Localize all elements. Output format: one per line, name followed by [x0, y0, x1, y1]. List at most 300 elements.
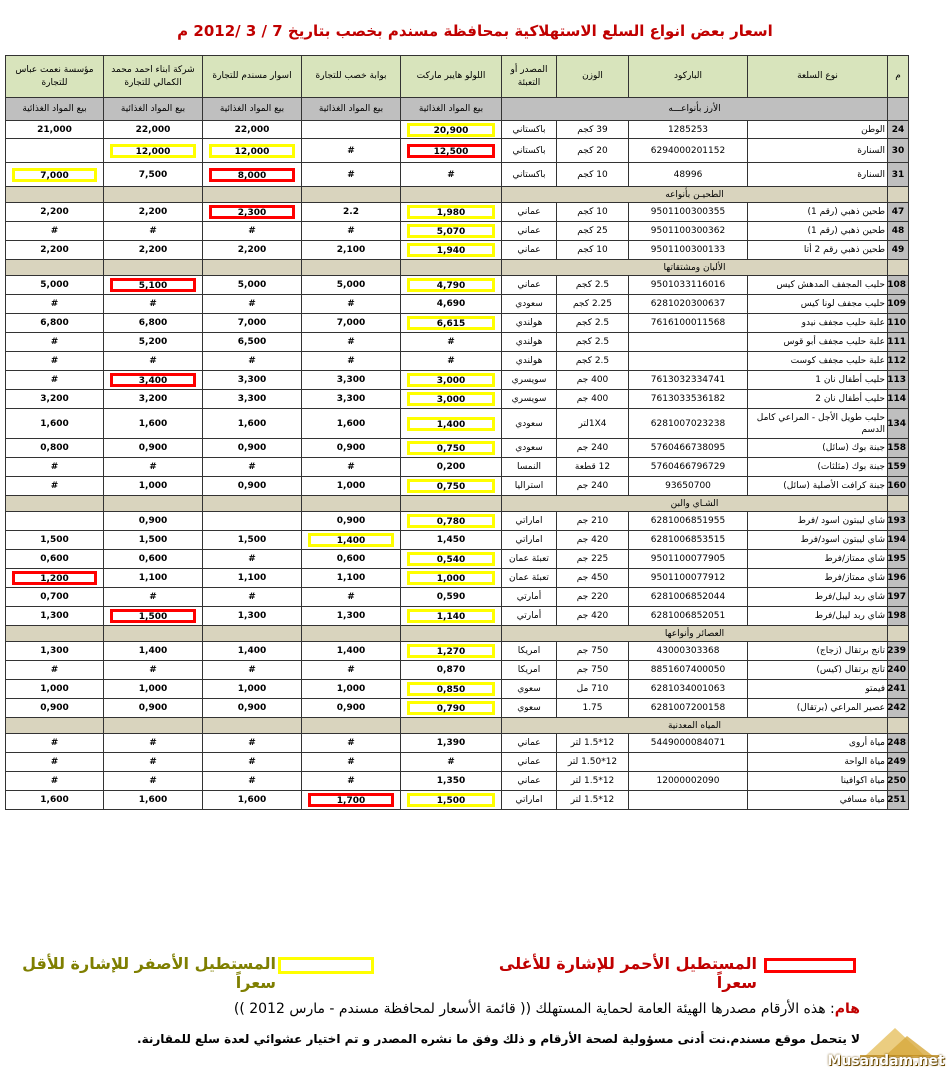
price-kamali: #: [104, 352, 203, 371]
price-nemat-abbas: 3,200: [6, 390, 104, 409]
barcode-cell: 6294000201152: [629, 139, 748, 163]
barcode-cell: 5449000084071: [629, 734, 748, 753]
price-nemat-abbas: 1,300: [6, 642, 104, 661]
table-row: [6, 661, 909, 680]
category-blank: [302, 718, 401, 734]
origin-cell: هولندي: [502, 333, 557, 352]
price-kamali: #: [104, 772, 203, 791]
origin-cell: أمارتي: [502, 607, 557, 626]
price-bawabat-khasab: [302, 121, 401, 139]
barcode-cell: 9501100077912: [629, 569, 748, 588]
price-lulu: [401, 241, 502, 260]
weight-cell: 12*1.5 لتر: [557, 791, 629, 810]
barcode-cell: 6281020300637: [629, 295, 748, 314]
weight-cell: 1X4لتر: [557, 409, 629, 439]
lowest-price-highlight: 1,140: [407, 609, 495, 623]
price-bawabat-khasab: #: [302, 588, 401, 607]
origin-cell: باكستاني: [502, 163, 557, 187]
price-bawabat-khasab: 0,900: [302, 439, 401, 458]
header-store-lulu: اللولو هايبر ماركت: [401, 56, 502, 98]
price-aswar-musandam: #: [203, 458, 302, 477]
table-row: [6, 163, 909, 187]
category-blank: [104, 718, 203, 734]
price-bawabat-khasab: #: [302, 352, 401, 371]
weight-cell: 750 جم: [557, 661, 629, 680]
price-aswar-musandam: #: [203, 661, 302, 680]
price-bawabat-khasab: 1,600: [302, 409, 401, 439]
price-lulu: [401, 409, 502, 439]
price-bawabat-khasab: #: [302, 772, 401, 791]
lowest-price-highlight: 0,790: [407, 701, 495, 715]
row-number: 198: [888, 607, 909, 626]
price-kamali: [104, 139, 203, 163]
category-blank: [302, 187, 401, 203]
price-lulu: 0,200: [401, 458, 502, 477]
price-lulu: 1,450: [401, 531, 502, 550]
price-bawabat-khasab: 3,300: [302, 371, 401, 390]
weight-cell: 12 قطعة: [557, 458, 629, 477]
price-lulu: [401, 607, 502, 626]
item-name: شاي ممتاز/فرط: [748, 569, 888, 588]
table-row: [6, 588, 909, 607]
price-nemat-abbas: #: [6, 352, 104, 371]
origin-cell: تعبئة عمان: [502, 550, 557, 569]
row-number: 158: [888, 439, 909, 458]
origin-cell: عماني: [502, 753, 557, 772]
price-kamali: 2,200: [104, 241, 203, 260]
price-aswar-musandam: 0,900: [203, 699, 302, 718]
price-aswar-musandam: 3,300: [203, 371, 302, 390]
barcode-cell: 6281007200158: [629, 699, 748, 718]
price-aswar-musandam: [203, 163, 302, 187]
table-row: [6, 772, 909, 791]
price-aswar-musandam: [203, 139, 302, 163]
header-store-aswar-musandam: اسوار مسندم للتجارة: [203, 56, 302, 98]
price-kamali: #: [104, 222, 203, 241]
category-blank: [6, 496, 104, 512]
barcode-cell: 8851607400050: [629, 661, 748, 680]
barcode-cell: [629, 333, 748, 352]
price-bawabat-khasab: 1,000: [302, 680, 401, 699]
price-kamali: [104, 607, 203, 626]
item-name: طحين ذهبي رقم 2 أتا: [748, 241, 888, 260]
row-number: 239: [888, 642, 909, 661]
lowest-price-highlight: 4,790: [407, 278, 495, 292]
weight-cell: 400 جم: [557, 371, 629, 390]
lowest-price-highlight: 0,540: [407, 552, 495, 566]
origin-cell: سويسري: [502, 371, 557, 390]
price-aswar-musandam: 0,900: [203, 477, 302, 496]
price-bawabat-khasab: 7,000: [302, 314, 401, 333]
price-aswar-musandam: 0,900: [203, 439, 302, 458]
row-number: 48: [888, 222, 909, 241]
item-name: طحين ذهبي (رقم 1): [748, 222, 888, 241]
price-bawabat-khasab: #: [302, 163, 401, 187]
category-row: [6, 496, 909, 512]
weight-cell: 2.5 كجم: [557, 314, 629, 333]
table-row: [6, 139, 909, 163]
price-kamali: #: [104, 661, 203, 680]
weight-cell: 420 جم: [557, 607, 629, 626]
lowest-price-highlight: 12,000: [110, 144, 196, 158]
watermark-label: Musandam.net: [827, 1053, 945, 1069]
barcode-cell: 7613033536182: [629, 390, 748, 409]
row-number: 30: [888, 139, 909, 163]
weight-cell: 12*1.5 لتر: [557, 734, 629, 753]
price-aswar-musandam: 1,600: [203, 791, 302, 810]
price-nemat-abbas: 0,900: [6, 699, 104, 718]
price-nemat-abbas: #: [6, 333, 104, 352]
price-aswar-musandam: 2,200: [203, 241, 302, 260]
price-bawabat-khasab: [302, 791, 401, 810]
category-blank: [203, 718, 302, 734]
price-kamali: #: [104, 458, 203, 477]
category-blank: [104, 260, 203, 276]
item-name: السنارة: [748, 139, 888, 163]
subheader-food-sales: بيع المواد الغذائية: [104, 98, 203, 121]
price-aswar-musandam: 1,500: [203, 531, 302, 550]
price-aswar-musandam: #: [203, 222, 302, 241]
price-nemat-abbas: #: [6, 222, 104, 241]
page-title: اسعار بعض انواع السلع الاستهلاكية بمحافظة مسندم بخصب بتاريخ 7 / 3 /2012 م: [177, 22, 773, 40]
lowest-price-highlight: 0,780: [407, 514, 495, 528]
origin-cell: أمارتي: [502, 588, 557, 607]
origin-cell: عماني: [502, 203, 557, 222]
item-name: حليب أطفال نان 2: [748, 390, 888, 409]
category-row: [6, 626, 909, 642]
barcode-cell: 9501100300362: [629, 222, 748, 241]
subheader-food-sales: بيع المواد الغذائية: [203, 98, 302, 121]
table-row: [6, 295, 909, 314]
category-blank: [401, 496, 502, 512]
table-row: [6, 390, 909, 409]
price-nemat-abbas: 2,200: [6, 241, 104, 260]
category-blank: [888, 187, 909, 203]
header-origin: المصدر أو التعبئة: [502, 56, 557, 98]
category-blank: [302, 260, 401, 276]
price-bawabat-khasab: 1,400: [302, 642, 401, 661]
note-text: : هذه الأرقام مصدرها الهيئة العامة لحماية المستهلك (( قائمة الأسعار لمحافظة مسندم - مارس 2012 )): [233, 1001, 835, 1017]
row-number: 134: [888, 409, 909, 439]
price-table: [5, 55, 909, 810]
legend-yellow-label: المستطيل الأصفر للإشارة للأقل سعراً: [22, 954, 276, 992]
weight-cell: 2.25 كجم: [557, 295, 629, 314]
row-number: 251: [888, 791, 909, 810]
price-table-body: [6, 121, 909, 810]
row-number: 109: [888, 295, 909, 314]
weight-cell: 2.5 كجم: [557, 276, 629, 295]
price-lulu: [401, 680, 502, 699]
item-name: علبة حليب مجفف أبو قوس: [748, 333, 888, 352]
price-nemat-abbas: #: [6, 661, 104, 680]
price-aswar-musandam: #: [203, 753, 302, 772]
header-store-bawabat-khasab: بوابة خصب للتجارة: [302, 56, 401, 98]
price-nemat-abbas: [6, 139, 104, 163]
origin-cell: سعودي: [502, 295, 557, 314]
table-row: [6, 569, 909, 588]
table-row: [6, 531, 909, 550]
subheader-food-sales: بيع المواد الغذائية: [6, 98, 104, 121]
price-nemat-abbas: 0,600: [6, 550, 104, 569]
barcode-cell: 9501100300133: [629, 241, 748, 260]
header-barcode: الباركود: [629, 56, 748, 98]
row-number: 31: [888, 163, 909, 187]
price-lulu: 1,350: [401, 772, 502, 791]
first-category: الأرز بأنواعـــه: [502, 98, 888, 121]
price-nemat-abbas: 6,800: [6, 314, 104, 333]
price-lulu: [401, 222, 502, 241]
table-row: [6, 734, 909, 753]
table-row: [6, 550, 909, 569]
row-number: 250: [888, 772, 909, 791]
price-bawabat-khasab: #: [302, 139, 401, 163]
table-row: [6, 753, 909, 772]
category-blank: [888, 496, 909, 512]
header-item: نوع السلعة: [748, 56, 888, 98]
row-number: 196: [888, 569, 909, 588]
weight-cell: 10 كجم: [557, 163, 629, 187]
weight-cell: 25 كجم: [557, 222, 629, 241]
price-bawabat-khasab: 1,100: [302, 569, 401, 588]
price-lulu: [401, 314, 502, 333]
lowest-price-highlight: 6,615: [407, 316, 495, 330]
origin-cell: امريكا: [502, 661, 557, 680]
barcode-cell: 6281007023238: [629, 409, 748, 439]
price-aswar-musandam: 1,100: [203, 569, 302, 588]
item-name: حليب مجفف لونا كيس: [748, 295, 888, 314]
source-note: [40, 1001, 860, 1017]
price-bawabat-khasab: 5,000: [302, 276, 401, 295]
category-blank: [302, 626, 401, 642]
weight-cell: 710 مل: [557, 680, 629, 699]
price-aswar-musandam: 7,000: [203, 314, 302, 333]
price-kamali: 1,400: [104, 642, 203, 661]
table-row: [6, 439, 909, 458]
price-bawabat-khasab: 2,100: [302, 241, 401, 260]
category-blank: [6, 187, 104, 203]
barcode-cell: 6281006852044: [629, 588, 748, 607]
barcode-cell: 6281006851955: [629, 512, 748, 531]
category-name: الطحيـن بأنواعه: [502, 187, 888, 203]
price-aswar-musandam: [203, 512, 302, 531]
price-kamali: 1,000: [104, 680, 203, 699]
category-blank: [104, 187, 203, 203]
item-name: مياة اكوافينا: [748, 772, 888, 791]
price-lulu: [401, 569, 502, 588]
price-lulu: #: [401, 352, 502, 371]
price-bawabat-khasab: 3,300: [302, 390, 401, 409]
origin-cell: تعبئة عمان: [502, 569, 557, 588]
category-row: [6, 718, 909, 734]
row-number: 240: [888, 661, 909, 680]
weight-cell: 400 جم: [557, 390, 629, 409]
price-lulu: 0,590: [401, 588, 502, 607]
table-row: [6, 512, 909, 531]
barcode-cell: 9501033116016: [629, 276, 748, 295]
highest-price-highlight: 3,400: [110, 373, 196, 387]
origin-cell: عماني: [502, 222, 557, 241]
price-lulu: [401, 512, 502, 531]
category-blank: [6, 260, 104, 276]
table-row: [6, 352, 909, 371]
origin-cell: استراليا: [502, 477, 557, 496]
category-blank: [401, 187, 502, 203]
item-name: مياة أروى: [748, 734, 888, 753]
price-nemat-abbas: 1,500: [6, 531, 104, 550]
weight-cell: 220 جم: [557, 588, 629, 607]
price-nemat-abbas: #: [6, 458, 104, 477]
price-nemat-abbas: 0,800: [6, 439, 104, 458]
table-row: [6, 121, 909, 139]
row-number: 242: [888, 699, 909, 718]
category-row: [6, 260, 909, 276]
category-name: الشـاي والبن: [502, 496, 888, 512]
price-aswar-musandam: [203, 203, 302, 222]
row-number: 111: [888, 333, 909, 352]
category-blank: [203, 260, 302, 276]
price-aswar-musandam: #: [203, 734, 302, 753]
origin-cell: سويسري: [502, 390, 557, 409]
origin-cell: اماراتي: [502, 531, 557, 550]
price-aswar-musandam: 1,300: [203, 607, 302, 626]
price-lulu: [401, 699, 502, 718]
header-store-nemat-abbas: مؤسسة نعمت عباس للتجارة: [6, 56, 104, 98]
origin-cell: باكستاني: [502, 139, 557, 163]
lowest-price-highlight: 0,750: [407, 479, 495, 493]
barcode-cell: [629, 753, 748, 772]
row-number: 159: [888, 458, 909, 477]
origin-cell: عماني: [502, 241, 557, 260]
weight-cell: 2.5 كجم: [557, 352, 629, 371]
highest-price-highlight: 12,500: [407, 144, 495, 158]
price-lulu: [401, 390, 502, 409]
price-bawabat-khasab: #: [302, 295, 401, 314]
header-weight: الوزن: [557, 56, 629, 98]
weight-cell: 420 جم: [557, 531, 629, 550]
price-nemat-abbas: 1,600: [6, 409, 104, 439]
price-lulu: [401, 477, 502, 496]
price-lulu: 1,390: [401, 734, 502, 753]
price-nemat-abbas: [6, 163, 104, 187]
weight-cell: 20 كجم: [557, 139, 629, 163]
price-lulu: [401, 276, 502, 295]
lowest-price-highlight: 7,000: [12, 168, 98, 182]
lowest-price-highlight: 1,980: [407, 205, 495, 219]
table-row: [6, 203, 909, 222]
header-store-kamali: شركة ابناء احمد محمد الكمالي للتجارة: [104, 56, 203, 98]
row-number: 248: [888, 734, 909, 753]
price-kamali: 0,900: [104, 439, 203, 458]
table-row: [6, 680, 909, 699]
price-bawabat-khasab: #: [302, 753, 401, 772]
price-bawabat-khasab: [302, 531, 401, 550]
item-name: طحين ذهبي (رقم 1): [748, 203, 888, 222]
price-kamali: 5,200: [104, 333, 203, 352]
origin-cell: عماني: [502, 276, 557, 295]
price-lulu: [401, 439, 502, 458]
table-row: [6, 222, 909, 241]
category-blank: [401, 718, 502, 734]
row-number: 47: [888, 203, 909, 222]
barcode-cell: 6281034001063: [629, 680, 748, 699]
highest-price-highlight: 2,300: [209, 205, 295, 219]
price-aswar-musandam: #: [203, 550, 302, 569]
barcode-cell: [629, 352, 748, 371]
price-aswar-musandam: 1,600: [203, 409, 302, 439]
item-name: علبة حليب مجفف نيدو: [748, 314, 888, 333]
price-lulu: #: [401, 753, 502, 772]
price-kamali: 7,500: [104, 163, 203, 187]
price-lulu: [401, 371, 502, 390]
origin-cell: سعوي: [502, 699, 557, 718]
weight-cell: 240 جم: [557, 477, 629, 496]
table-row: [6, 458, 909, 477]
row-number: 49: [888, 241, 909, 260]
price-nemat-abbas: #: [6, 477, 104, 496]
row-number: 249: [888, 753, 909, 772]
price-kamali: 1,600: [104, 409, 203, 439]
price-nemat-abbas: #: [6, 772, 104, 791]
row-number: 194: [888, 531, 909, 550]
category-name: المياه المعدنية: [502, 718, 888, 734]
lowest-price-highlight: 1,270: [407, 644, 495, 658]
category-blank: [888, 626, 909, 642]
item-name: جبنة كرافت الأصلية (سائل): [748, 477, 888, 496]
category-row: [6, 187, 909, 203]
price-kamali: 1,600: [104, 791, 203, 810]
lowest-price-highlight: 1,000: [407, 571, 495, 585]
price-nemat-abbas: #: [6, 295, 104, 314]
barcode-cell: 5760466796729: [629, 458, 748, 477]
lowest-price-highlight: 1,400: [407, 417, 495, 431]
price-lulu: [401, 791, 502, 810]
origin-cell: عماني: [502, 734, 557, 753]
price-nemat-abbas: 21,000: [6, 121, 104, 139]
weight-cell: 10 كجم: [557, 241, 629, 260]
price-kamali: 6,800: [104, 314, 203, 333]
price-kamali: 22,000: [104, 121, 203, 139]
table-row: [6, 642, 909, 661]
row-number: 112: [888, 352, 909, 371]
category-blank: [104, 626, 203, 642]
price-lulu: [401, 642, 502, 661]
item-name: السنارة: [748, 163, 888, 187]
barcode-cell: 9501100077905: [629, 550, 748, 569]
price-kamali: #: [104, 753, 203, 772]
origin-cell: عماني: [502, 772, 557, 791]
price-bawabat-khasab: 0,900: [302, 512, 401, 531]
barcode-cell: 7616100011568: [629, 314, 748, 333]
price-nemat-abbas: [6, 569, 104, 588]
highest-price-highlight: 5,100: [110, 278, 196, 292]
weight-cell: 1.75: [557, 699, 629, 718]
lowest-price-highlight: 3,000: [407, 392, 495, 406]
row-number: 113: [888, 371, 909, 390]
barcode-cell: 48996: [629, 163, 748, 187]
subheader-blank: [888, 98, 909, 121]
category-name: العصائر وأنواعها: [502, 626, 888, 642]
price-kamali: 1,000: [104, 477, 203, 496]
origin-cell: اماراتي: [502, 512, 557, 531]
table-row: [6, 276, 909, 295]
table-row: [6, 333, 909, 352]
price-kamali: 0,900: [104, 512, 203, 531]
item-name: عصير المراعي (برتقال): [748, 699, 888, 718]
origin-cell: النمسا: [502, 458, 557, 477]
row-number: 195: [888, 550, 909, 569]
price-kamali: 1,500: [104, 531, 203, 550]
price-kamali: [104, 371, 203, 390]
